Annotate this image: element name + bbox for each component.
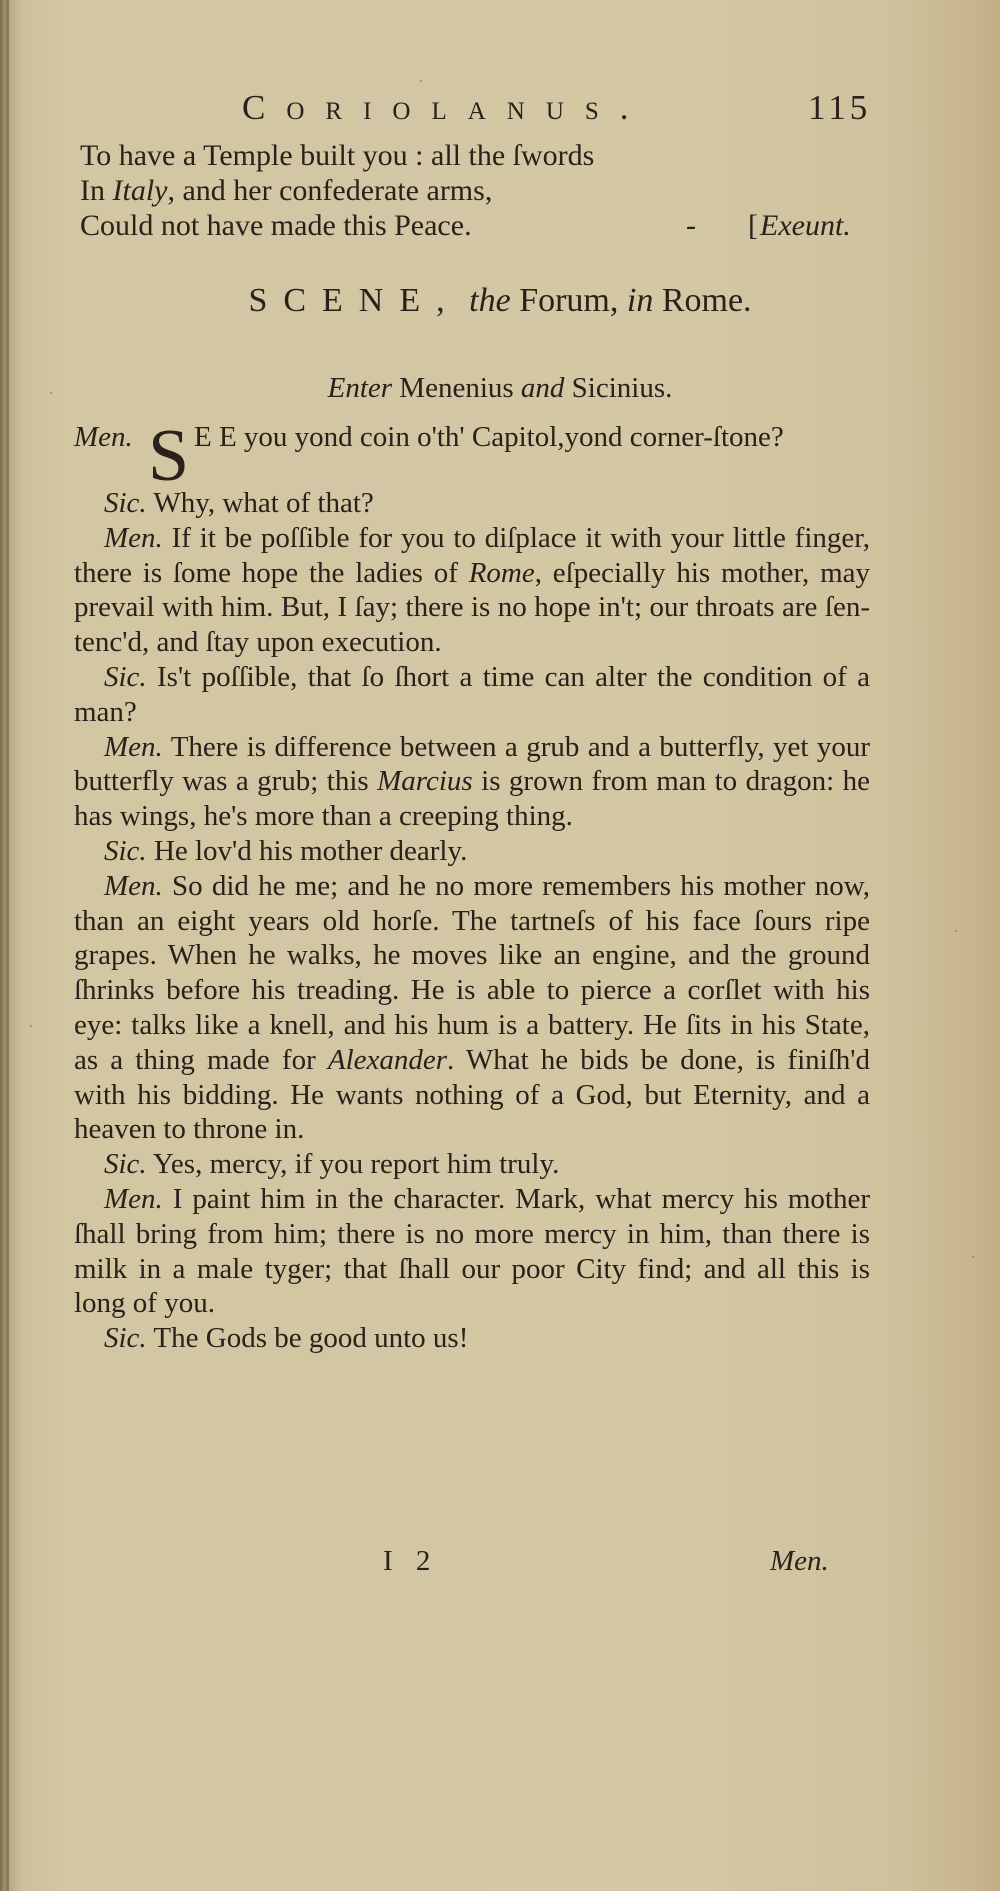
scene-label: SCENE, [248,282,461,319]
speaker-name: Sic. [104,834,147,867]
scene-in: in [626,282,654,319]
italic-name: Rome [468,556,535,589]
speech [74,869,870,1147]
speech-text: Why, what of that? [153,487,374,519]
ink-speck [420,80,422,82]
page-footer [0,1545,1000,1585]
speaker-name: Men. [104,1182,163,1215]
speech [74,521,870,660]
stage-direction-exit: [ Exeunt. [748,208,851,243]
speaker-name: Sic. [104,1148,147,1181]
speech [74,730,870,834]
speech [74,1321,870,1356]
scene-place: Forum, [519,282,619,319]
speech [74,660,870,730]
speech-text: The Gods be good unto us! [153,1322,469,1355]
verse-line: In Italy, and her confederate arms, [80,174,493,207]
scene-city: Rome. [661,282,752,319]
speaker-name: Men. [104,869,163,902]
speaker-name: Men. [104,521,163,554]
speech-text: I paint him in the character. Mark, what mercy his mother ſhall bring from him; there is no more mercy in him, than there is milk in a male tyger; that ſhall our poor City find; and all this is long of you. [74,1182,870,1320]
ink-speck [972,1256,974,1258]
drop-cap: S [148,415,190,497]
speech-text: There is difference between a grub and a butterfly, yet your butterfly was a grub; this Marcius is grown from man to dragon: he has wings, he's more than a creeping thing. [74,730,870,833]
entrance-direction [0,372,1000,405]
verse-line: To have a Temple built you : all the ſwords [80,139,595,172]
character-name: Menenius [399,372,514,404]
speech-text: So did he me; and he no more remembers his mother now, than an eight years old horſe. The tartneſs of his face ſours ripe grapes. When he walks, he moves like an engine, and the ground ſhrinks before his treading. He is able to pierce a corſlet with his eye: talks like a knell, and his hum is a battery. He ſits in his State, as a thing made for Alexander. What he bids be done, is finiſh'd with his bidding. He wants nothing of a God, but Eternity, and a heaven to throne in. [74,869,871,1146]
italic-name: Marcius [377,765,473,798]
speaker-name: Sic. [104,487,147,519]
verse-line-text: Could not have made this Peace. [80,209,472,242]
page-number: 115 [808,88,872,127]
speech-text: He lov'd his mother dearly. [153,834,468,867]
italic-place-name: Italy [112,174,168,207]
verse-passage [80,138,880,243]
verse-line [80,208,880,243]
speech [74,1147,870,1182]
dialogue [74,415,871,1356]
and-word: and [520,372,565,404]
speech-text: Yes, mercy, if you report him truly. [152,1148,560,1181]
ink-speck [30,1025,32,1027]
ink-mark: - [686,209,696,242]
italic-name: Alexander [327,1043,448,1076]
speech-text: Is't poſſible, that ſo ſhort a time can alter the condition of a man? [74,660,871,728]
speech [74,415,870,497]
ink-speck [955,930,957,932]
scene-the: the [469,282,511,319]
speaker-name: Men. [104,730,163,763]
speech-text: If it be poſſible for you to diſplace it with your little finger, there is ſome hope the ladies of Rome, eſpecially his mother, may prevail with him. But, I ſay; there is no hope in't; our throats are ſentenc'd, and ſtay upon execution. [74,521,870,659]
speech [74,486,870,521]
speaker-name: Sic. [104,660,147,693]
speech [74,1182,870,1321]
speech [74,834,870,869]
page-header [0,88,1000,138]
scene-heading [0,282,1000,320]
running-title: Coriolanus. [242,88,650,127]
speech-text: E E you yond coin o'th' Capitol,yond corner-ſtone? [194,421,784,453]
speaker-name: Sic. [104,1322,147,1355]
ink-speck [50,392,52,394]
signature-mark: I 2 [383,1545,439,1577]
speaker-name: Men. [74,421,133,453]
enter-word: Enter [327,372,393,404]
catchword: Men. [770,1545,829,1577]
character-name: Sicinius. [571,372,673,404]
